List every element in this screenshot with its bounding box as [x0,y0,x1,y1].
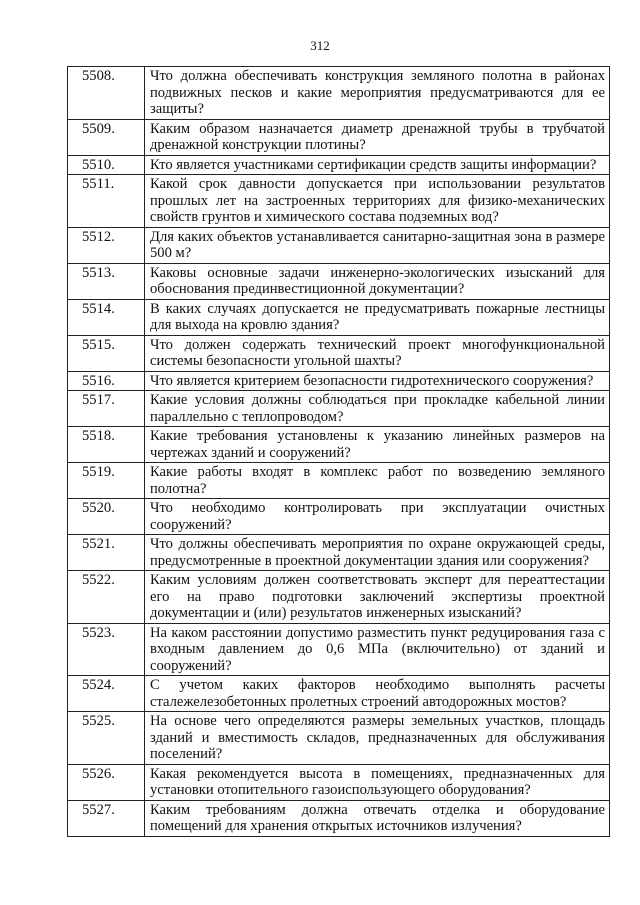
question-text: В каких случаях допускается не предусматривать пожарные лестницы для выхода на кровлю здания? [145,299,610,335]
page-number: 312 [310,38,330,53]
table-row [68,676,610,712]
question-number: 5520. [68,499,145,535]
question-text: Что должна обеспечивать конструкция земляного полотна в районах подвижных песков и какие мероприятия предусматриваются для ее защиты? [145,67,610,120]
question-number: 5510. [68,155,145,175]
table-row [68,299,610,335]
question-number: 5513. [68,263,145,299]
question-text: Что должен содержать технический проект многофункциональной системы безопасности угольной шахты? [145,335,610,371]
question-number: 5515. [68,335,145,371]
question-number: 5521. [68,535,145,571]
table-row [68,175,610,228]
question-number: 5525. [68,712,145,765]
question-text: На каком расстоянии допустимо разместить пункт редуцирования газа с входным давлением до 0,6 МПа (включительно) от зданий и сооружений? [145,623,610,676]
question-text: Каким условиям должен соответствовать эксперт для переаттестации его на право подготовки заключений экспертизы проектной документации и (или) результатов инженерных изысканий? [145,571,610,624]
table-row [68,463,610,499]
question-number: 5512. [68,227,145,263]
question-number: 5518. [68,427,145,463]
question-text: На основе чего определяются размеры земельных участков, площадь зданий и вместимость складов, предназначенных для обслуживания поселений? [145,712,610,765]
table-row [68,571,610,624]
table-row [68,623,610,676]
question-text: Кто является участниками сертификации средств защиты информации? [145,155,610,175]
question-text: Что является критерием безопасности гидротехнического сооружения? [145,371,610,391]
question-text: Какая рекомендуется высота в помещениях, предназначенных для установки отопительного газоиспользующего оборудования? [145,764,610,800]
table-row [68,155,610,175]
question-number: 5526. [68,764,145,800]
table-row [68,119,610,155]
question-number: 5514. [68,299,145,335]
question-number: 5516. [68,371,145,391]
table-row [68,499,610,535]
question-number: 5527. [68,800,145,836]
table-row [68,535,610,571]
question-text: Каковы основные задачи инженерно-экологических изысканий для обоснования прединвестиционной документации? [145,263,610,299]
table-row [68,427,610,463]
question-number: 5524. [68,676,145,712]
table-row [68,67,610,120]
question-text: С учетом каких факторов необходимо выполнять расчеты сталежелезобетонных пролетных строений автодорожных мостов? [145,676,610,712]
question-number: 5508. [68,67,145,120]
question-text: Для каких объектов устанавливается санитарно-защитная зона в размере 500 м? [145,227,610,263]
question-number: 5522. [68,571,145,624]
questions-table [67,66,610,837]
question-number: 5511. [68,175,145,228]
table-row [68,764,610,800]
question-text: Каким образом назначается диаметр дренажной трубы в трубчатой дренажной конструкции плотины? [145,119,610,155]
question-text: Какой срок давности допускается при использовании результатов прошлых лет на застроенных территориях для физико-механических свойств грунтов и химического состава подземных вод? [145,175,610,228]
table-row [68,712,610,765]
question-number: 5517. [68,391,145,427]
table-row [68,335,610,371]
table-row [68,227,610,263]
table-row [68,391,610,427]
question-text: Какие работы входят в комплекс работ по возведению земляного полотна? [145,463,610,499]
question-text: Какие требования установлены к указанию линейных размеров на чертежах зданий и сооружений? [145,427,610,463]
question-number: 5519. [68,463,145,499]
question-number: 5509. [68,119,145,155]
question-text: Какие условия должны соблюдаться при прокладке кабельной линии параллельно с теплопроводом? [145,391,610,427]
table-row [68,800,610,836]
question-text: Каким требованиям должна отвечать отделка и оборудование помещений для хранения открытых источников излучения? [145,800,610,836]
question-text: Что необходимо контролировать при эксплуатации очистных сооружений? [145,499,610,535]
table-row [68,371,610,391]
question-text: Что должны обеспечивать мероприятия по охране окружающей среды, предусмотренные в проектной документации здания или сооружения? [145,535,610,571]
table-row [68,263,610,299]
question-number: 5523. [68,623,145,676]
